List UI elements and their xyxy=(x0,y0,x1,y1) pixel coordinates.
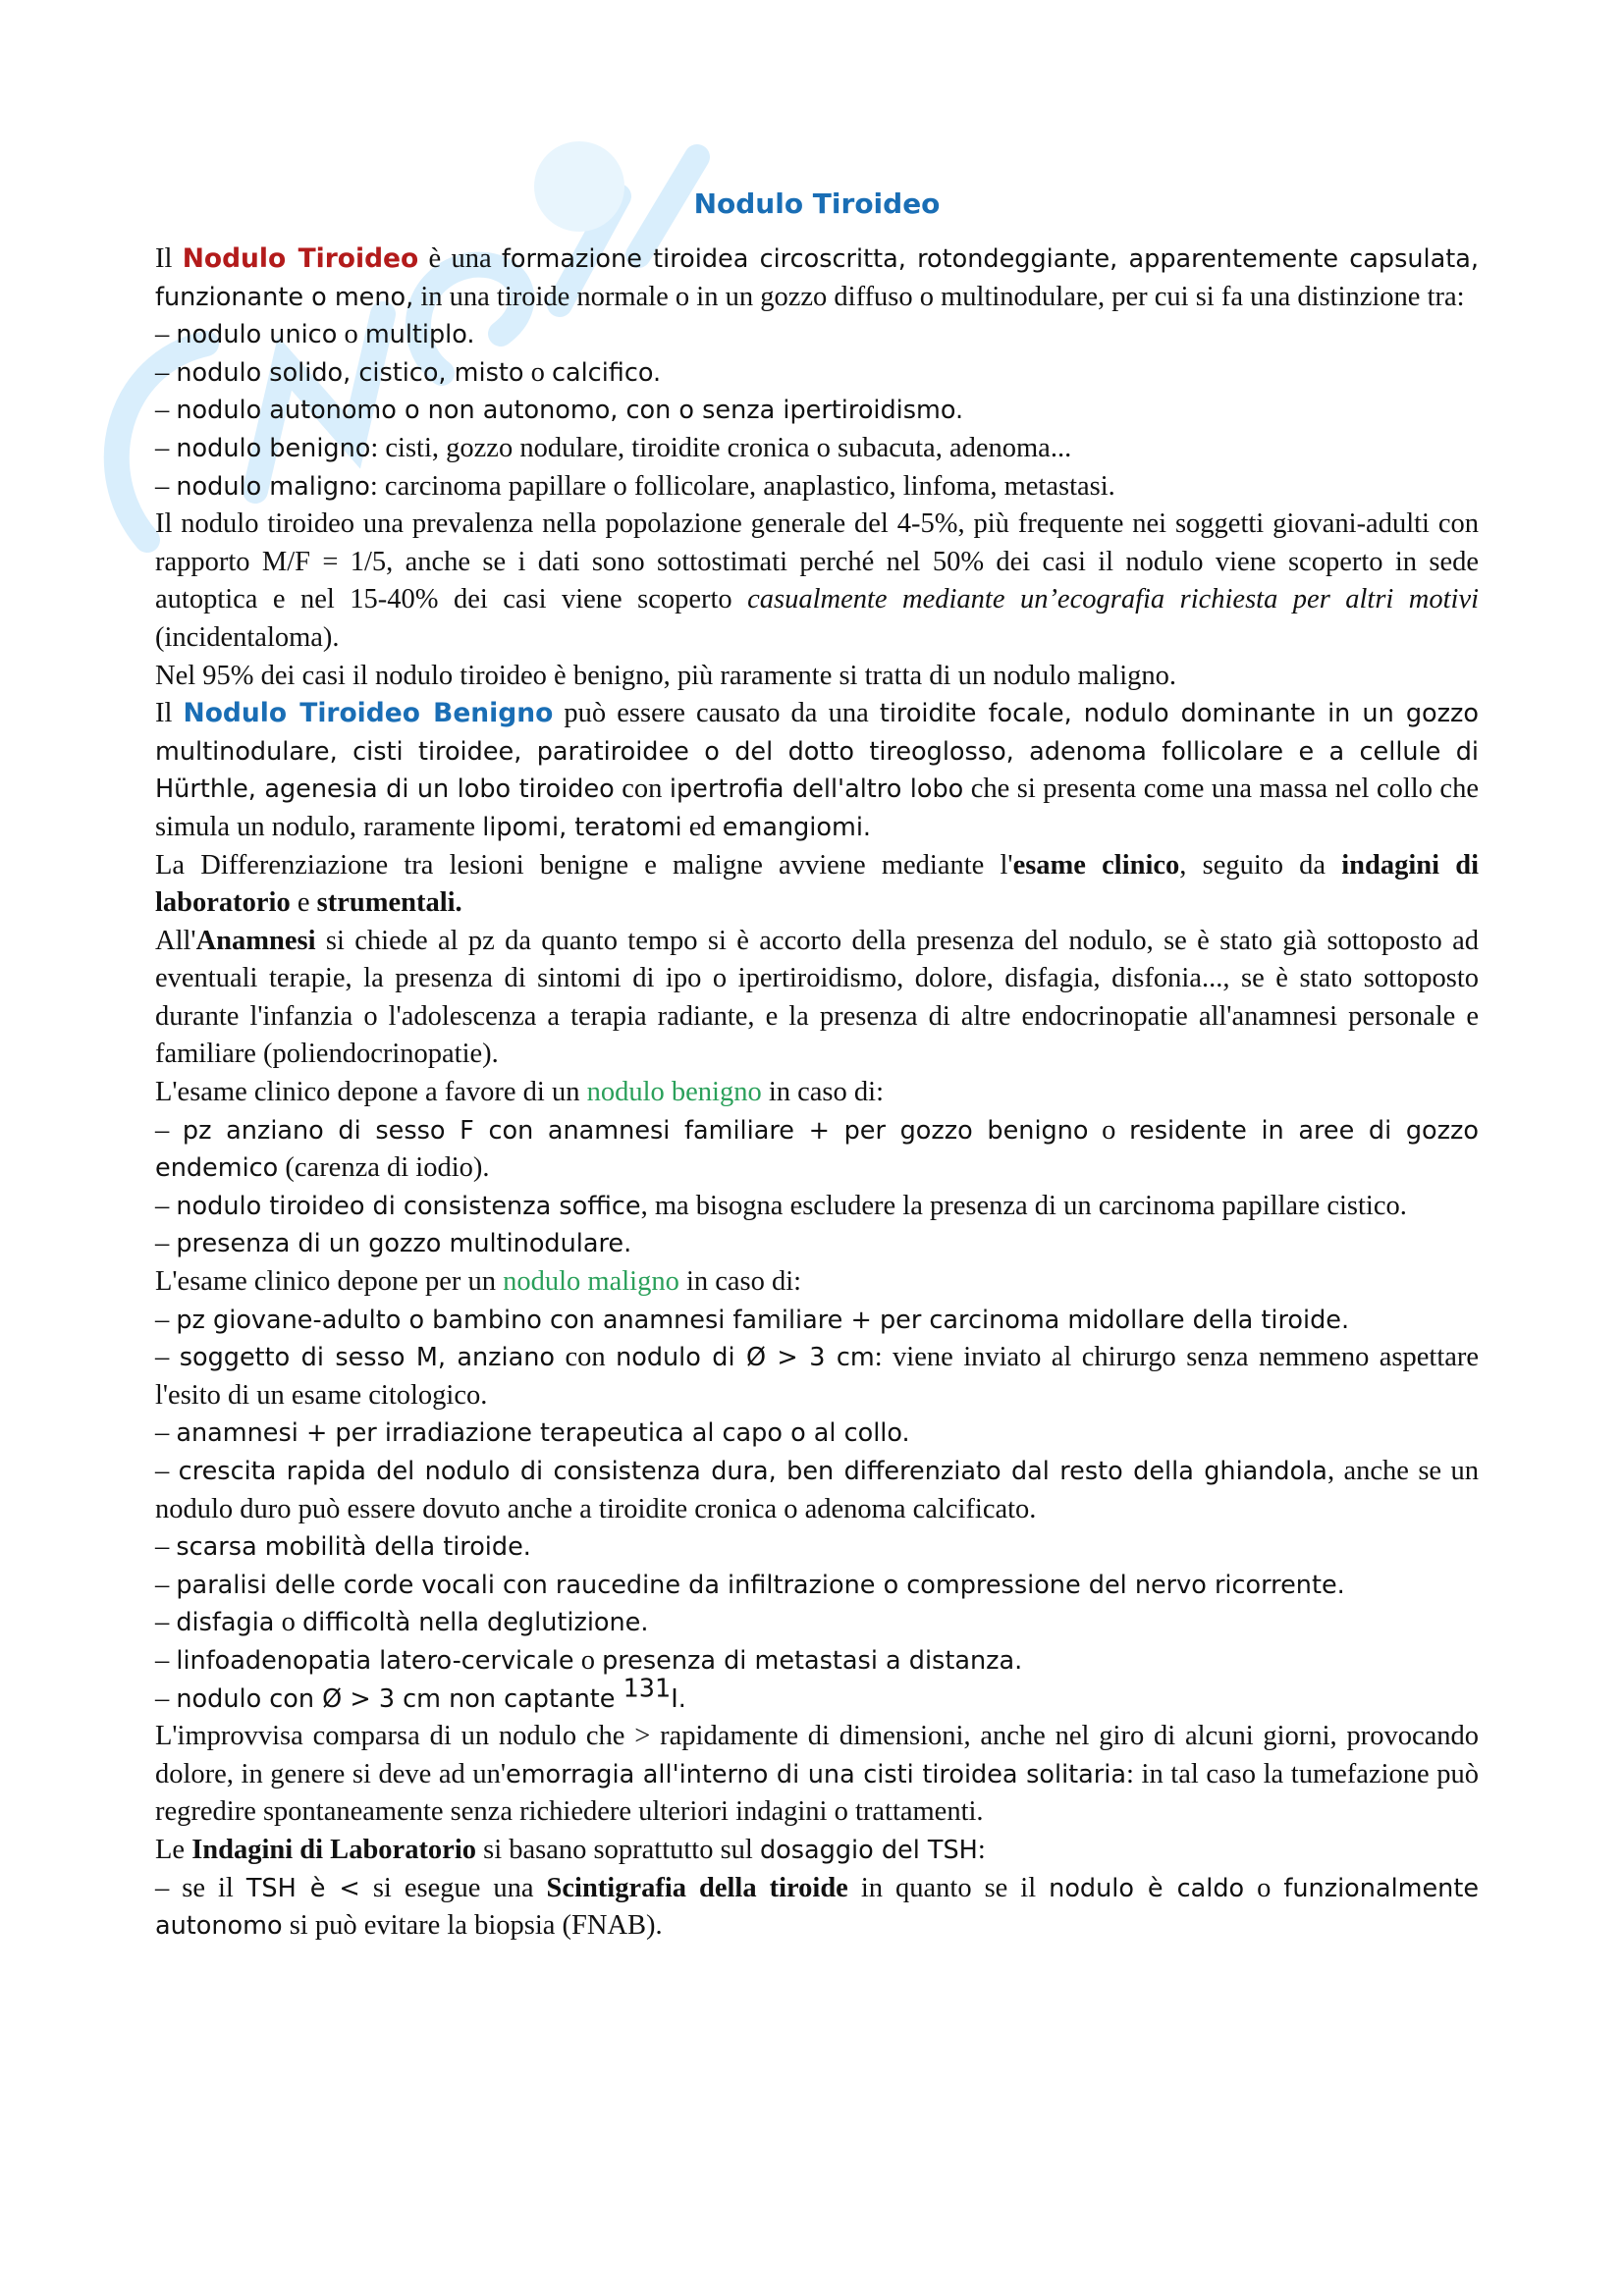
list-item: – pz anziano di sesso F con anamnesi familiare + per gozzo benigno o residente in aree di gozzo endemico (carenza di iodio). xyxy=(155,1114,1480,1184)
list-item: – se il TSH è < si esegue una Scintigrafia della tiroide in quanto se il nodulo è caldo o funzionalmente autonomo si può evitare la biopsia (FNAB). xyxy=(155,1872,1480,1942)
list-item: – nodulo tiroideo di consistenza soffice, ma bisogna escludere la presenza di un carcinoma papillare cistico. xyxy=(155,1190,1407,1221)
benign-nodule-paragraph: Il Nodulo Tiroideo Benigno può essere causato da una tiroidite focale, nodulo dominante in un gozzo multinodulare, cisti tiroidee, paratiroidee o del dotto tireoglosso, adenoma follicolare e a cellule di Hürthle, agenesia di un lobo tiroideo con ipertrofia dell'altro lobo che si presenta come una massa nel collo che simula un nodulo, raramente lipomi, teratomi ed emangiomi. xyxy=(155,698,1479,842)
list-item: – nodulo autonomo o non autonomo, con o senza ipertiroidismo. xyxy=(155,395,964,426)
page-title: Nodulo Tiroideo xyxy=(693,187,941,220)
classification-list xyxy=(155,316,1479,506)
list-item: – nodulo maligno: carcinoma papillare o follicolare, anaplastico, linfoma, metastasi. xyxy=(155,470,1115,502)
list-item: – nodulo solido, cistico, misto o calcifico. xyxy=(155,356,662,388)
list-item: – soggetto di sesso M, anziano con nodulo di Ø > 3 cm: viene inviato al chirurgo senza nemmeno aspettare l'esito di un esame citologico. xyxy=(155,1342,1480,1411)
benign-criteria-intro: L'esame clinico depone a favore di un nodulo benigno in caso di: xyxy=(155,1077,884,1108)
differentiation-paragraph: La Differenziazione tra lesioni benigne e maligne avviene mediante l'esame clinico, seguito da indagini di laboratorio e strumentali. xyxy=(155,849,1479,919)
intro-paragraph xyxy=(155,240,1479,316)
text: Il xyxy=(155,243,183,274)
list-item: – scarsa mobilità della tiroide. xyxy=(155,1531,531,1563)
hemorrhage-paragraph: L'improvvisa comparsa di un nodulo che > rapidamente di dimensioni, anche nel giro di alcuni giorni, provocando dolore, in genere si deve ad un'emorragia all'interno di una cisti tiroidea solitaria: in tal caso la tumefazione può regredire spontaneamente senza richiedere ulteriori indagini o trattamenti. xyxy=(155,1721,1479,1828)
anamnesis-paragraph: All'Anamnesi si chiede al pz da quanto tempo si è accorto della presenza del nodulo, se è stato già sottoposto ad eventuali terapie, la presenza di sintomi di ipo o ipertiroidismo, dolore, disfagia, disfonia..., se è stato sottoposto durante l'infanzia o l'adolescenza a terapia radiante, e la presenza di altre endocrinopatie all'anamnesi personale e familiare (poliendocrinopatie). xyxy=(155,925,1479,1070)
text: in una tiroide normale o in un gozzo diffuso o multinodulare, per cui si fa una distinzione tra: xyxy=(413,281,1465,312)
list-item: – linfoadenopatia latero-cervicale o presenza di metastasi a distanza. xyxy=(155,1644,1023,1676)
term-malignant: nodulo maligno xyxy=(503,1266,679,1298)
list-item: – nodulo unico o multiplo. xyxy=(155,319,475,350)
text: è una xyxy=(418,243,502,274)
malignant-criteria-list xyxy=(155,1302,1479,1719)
document-body xyxy=(155,187,1479,1946)
list-item: – crescita rapida del nodulo di consistenza dura, ben differenziato dal resto della ghiandola, anche se un nodulo duro può essere dovuto anche a tiroidite cronica o adenoma calcificato. xyxy=(155,1456,1479,1524)
term-nodulo-benigno: Nodulo Tiroideo Benigno xyxy=(183,698,554,729)
list-item: – paralisi delle corde vocali con raucedine da infiltrazione o compressione del nervo ricorrente. xyxy=(155,1569,1345,1600)
list-item: – nodulo con Ø > 3 cm non captante $^{131}$I. xyxy=(155,1674,686,1714)
list-item: – pz giovane-adulto o bambino con anamnesi familiare + per carcinoma midollare della tiroide. xyxy=(155,1304,1350,1335)
term-benign: nodulo benigno xyxy=(586,1077,762,1108)
list-item: – nodulo benigno: cisti, gozzo nodulare, tiroidite cronica o subacuta, adenoma... xyxy=(155,432,1072,463)
definition: formazione tiroidea circoscritta, rotondeggiante, apparentemente capsulata, funzionante o meno, xyxy=(155,244,1479,312)
benign-rate-paragraph: Nel 95% dei casi il nodulo tiroideo è benigno, più raramente si tratta di un nodulo maligno. xyxy=(155,660,1177,691)
list-item: – disfagia o difficoltà nella deglutizione. xyxy=(155,1607,649,1638)
lab-tests-paragraph: Le Indagini di Laboratorio si basano soprattutto sul dosaggio del TSH: xyxy=(155,1834,986,1865)
benign-criteria-list xyxy=(155,1112,1479,1263)
prevalence-paragraph: Il nodulo tiroideo una prevalenza nella popolazione generale del 4-5%, più frequente nei soggetti giovani-adulti con rapporto M/F = 1/5, anche se i dati sono sottostimati perché nel 50% dei casi il nodulo viene scoperto in sede autoptica e nel 15-40% dei casi viene scoperto casualmente mediante un’ecografia richiesta per altri motivi (incidentaloma). xyxy=(155,508,1480,653)
list-item: – anamnesi + per irradiazione terapeutica al capo o al collo. xyxy=(155,1417,910,1449)
list-item: – presenza di un gozzo multinodulare. xyxy=(155,1228,632,1259)
term-nodulo-tiroideo: Nodulo Tiroideo xyxy=(182,243,419,274)
malignant-criteria-intro: L'esame clinico depone per un nodulo maligno in caso di: xyxy=(155,1266,802,1298)
